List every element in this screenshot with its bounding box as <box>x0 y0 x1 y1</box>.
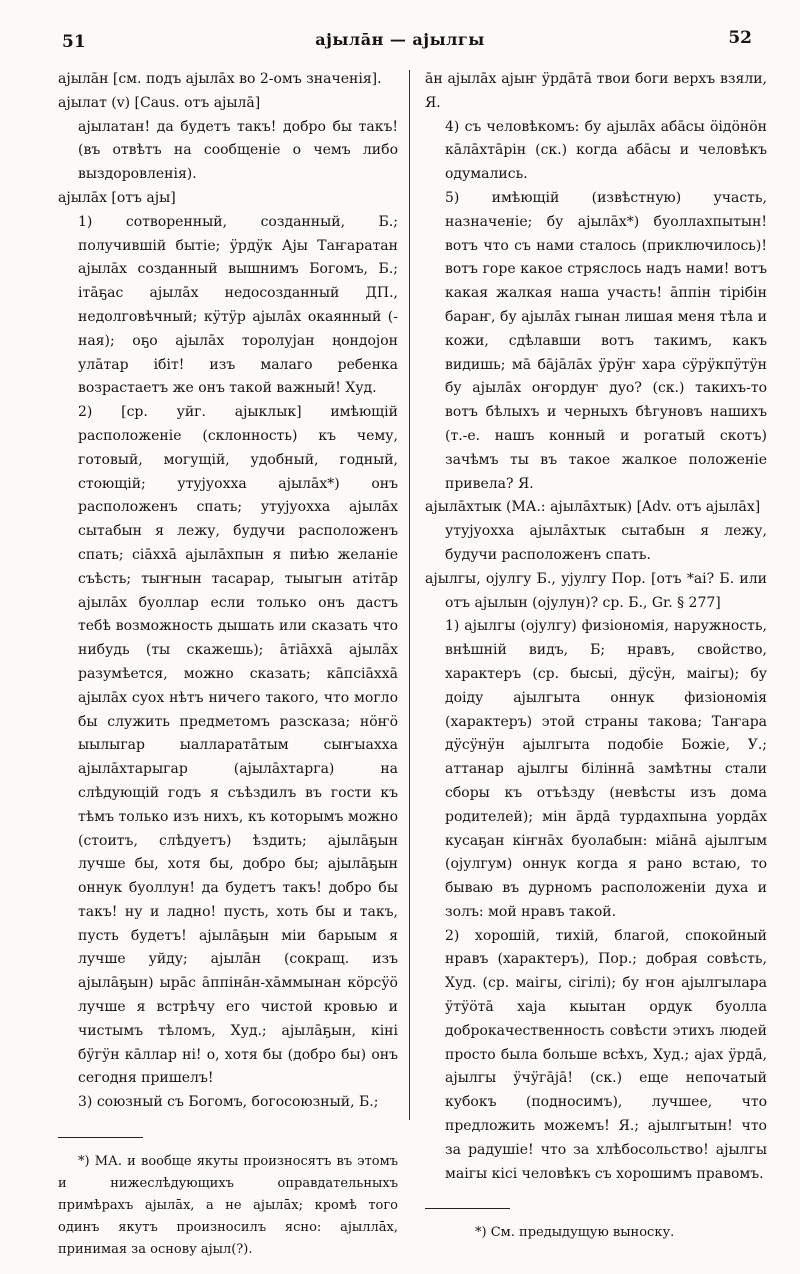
sense-5: 5) имѣющій (извѣстную) участь, назначеніе; бу ајылāх*) буоллахпытын! вотъ что съ нами сталось (приключилось)! вотъ горе какое стряслось надъ нами! вотъ какая жалкая наша участь! āппін тірібін бараҥ, бу ајылāх гынан лишая меня тѣла и кожи, сдѣлавши вотъ такимъ, какъ видишь; мā бāјāлāх ӱрӱҥ хара сӱрӱкпӱтӱн бу ајылāх оҥордуҥ дуо? (ск.) такихъ-то вотъ бѣлыхъ и черныхъ бѣгуновъ нашихъ (т.-е. нашъ конный и рогатый скотъ) зачѣмъ ты въ такое жалкое положеніе привела? Я. <box>445 189 767 492</box>
example-ajylahtyk: утујуохха ајылāхтык сытабын я лежу, будучи расположенъ спать. <box>445 523 767 563</box>
ajylgy-sense-1: 1) ајылгы (ојулгу) физіономія, наружность, внѣшній видъ, Б; нравъ, свойство, характеръ (ср. бысыі, дӱсӱн, маігы); бу доіду ајылгыта оннук физіономія (характеръ) этой страны такова; Таҥара дӱсӱнӱн ајылгыта подобіе Божіе, У.; аттанар ајылгы біліннā замѣтны стали сборы къ отъѣзду (невѣсты изъ дома родителей); мін āрдā турдахпына уордāх кусаҕан кіҥнāх буолабын: міāнā ајылгым (ојулгум) оннук когда я рано встаю, то бываю въ дурномъ расположеніи духа и золъ: мой нравъ такой. <box>445 618 767 920</box>
sense-3: 3) союзный съ Богомъ, богосоюзный, Б.; <box>78 1094 379 1111</box>
right-column <box>425 68 767 1257</box>
footnote: *) См. предыдущую выноску. <box>475 1225 675 1241</box>
left-column <box>58 68 398 1274</box>
column-divider <box>409 70 410 1120</box>
sense-2: 2) [ср. уйг. ајыклык] имѣющій расположеніе (склонность) къ чему, готовый, могущій, удобный, годный, стоющій; утујуохха ајылāх*) онъ расположенъ спать; утујуохха ајылāх сытабын я лежу, будучи расположенъ спать; сіāххā ајылāхпын я пиѣю желаніе съѣсть; тыҥнын тасарар, тыыгын атітāр ајылāх буоллар если только онъ дастъ тебѣ возможность дышать или сказать что нибудь (ты скажешь); āтіāххā ајылāх разумѣется, можно сказать; кāпсіāххā ајылāх суох нѣтъ ничего такого, что могло бы служить предметомъ разсказа; нӧҥӧ ыылыгар ыалларатāтым сыҥыаххa ајылāхтарыгар (ајылāхтарга) на слѣдующій годъ я съѣздилъ въ гости къ тѣмъ только изъ нихъ, къ которымъ можно (стоитъ, слѣдуетъ) ѣздить; ајылāҕын лучше бы, хотя бы, добро бы; ајылāҕын оннук буоллун! да будетъ такъ! добро бы такъ! ну и ладно! пусть, хоть бы и такъ, пусть будетъ! ајылāҕын міи барыым я лучше уйду; ајылāн (сокращ. изъ ајылāҕын) ырāс āппінāн-хāммынан кӧрсӱӧ лучше я встрѣчу его чистой кровью и чистымъ тѣломъ, Худ.; ајылāҕын, кіні бӱгӱн кāллар ні! о, хотя бы (добро бы) онъ сегодня пришелъ! <box>78 404 398 1087</box>
entry-ajylat: ајылат (v) [Caus. отъ ајылā] <box>58 94 261 111</box>
footnote-rule <box>425 1208 510 1209</box>
footnote: *) МА. и вообще якуты произносятъ въ этомъ и нижеслѣдующихъ оправдательныхъ примѣрахъ ајылāх, а не ајылāх; кромѣ того одинъ якутъ произносилъ ясно: ајыллāх, принимая за основу ајыл(?). <box>58 1154 398 1258</box>
sense-4: 4) съ человѣкомъ: бу ајылāх абāсы ӧідӧнӧн кāлāхтāрін (ск.) когда абāсы и человѣкъ одумались. <box>445 118 767 183</box>
ajylgy-sense-2: 2) хорошій, тихій, благой, спокойный нравъ (характеръ), Пор.; добрая совѣсть, Худ. (ср. маігы, сігілі); бу ҥон ајылгылара ӱтӱӧтā хаја кыытан ордук буолла доброкачественность совѣсти этихъ людей просто была больше всѣхъ, Худ.; ајах ӱрдā, ајылгы ӱчӱгāјā! (ск.) еще непочатый кубокъ (подносимъ), лучшее, что предложить можемъ! Я.; ајылгытын! что за радушіе! что за хлѣбосольство! ајылгы маігы кісі человѣкъ съ хорошимъ правомъ. <box>445 927 767 1182</box>
entry-ajylgy: ајылгы, ојулгу Б., ујулгу Пор. [отъ *аі? Б. или отъ ајылын (ојулун)? ср. Б., Gr. § 277] <box>425 570 767 611</box>
entry-ajylan: ајылāн [см. подъ ајылāх во 2-омъ значенія]. <box>58 71 382 87</box>
page-header <box>0 18 800 58</box>
entry-ajylah: ајылāх [отъ ајы] <box>58 189 176 206</box>
sense-1: 1) сотворенный, созданный, Б.; получившій бытіе; ӱрдӱк Ајы Таҥаратан ајылāх созданный вышнимъ Богомъ, Б.; ітāҕас ајылāх недосозданный ДП., недолговѣчный; кӱтӱр ајылāх окаянный (-ная); оҕо ајылāх торолујан ңондојон улāтар ібіт! изъ малаго ребенка возрастаетъ же онъ такой важный! Худ. <box>78 213 398 397</box>
entry-ajylahtyk: ајылāхтык (МА.: ајылāхтык) [Adv. отъ ајылāх] <box>425 499 761 516</box>
entry-ajylatan: ајылатан! да будетъ такъ! добро бы такъ! (въ отвѣтъ на сообщеніе о чемъ либо выздоровленія). <box>78 118 398 183</box>
page-number-right: 52 <box>728 28 752 48</box>
page-number-left: 51 <box>62 32 86 52</box>
footnote-rule <box>58 1137 143 1138</box>
running-title: ајылāн — ајылгы <box>315 30 485 49</box>
sense-3-continued: āн ајылāх ајыҥ ӱрдāтā твои боги верхъ взяли, Я. <box>425 71 767 111</box>
